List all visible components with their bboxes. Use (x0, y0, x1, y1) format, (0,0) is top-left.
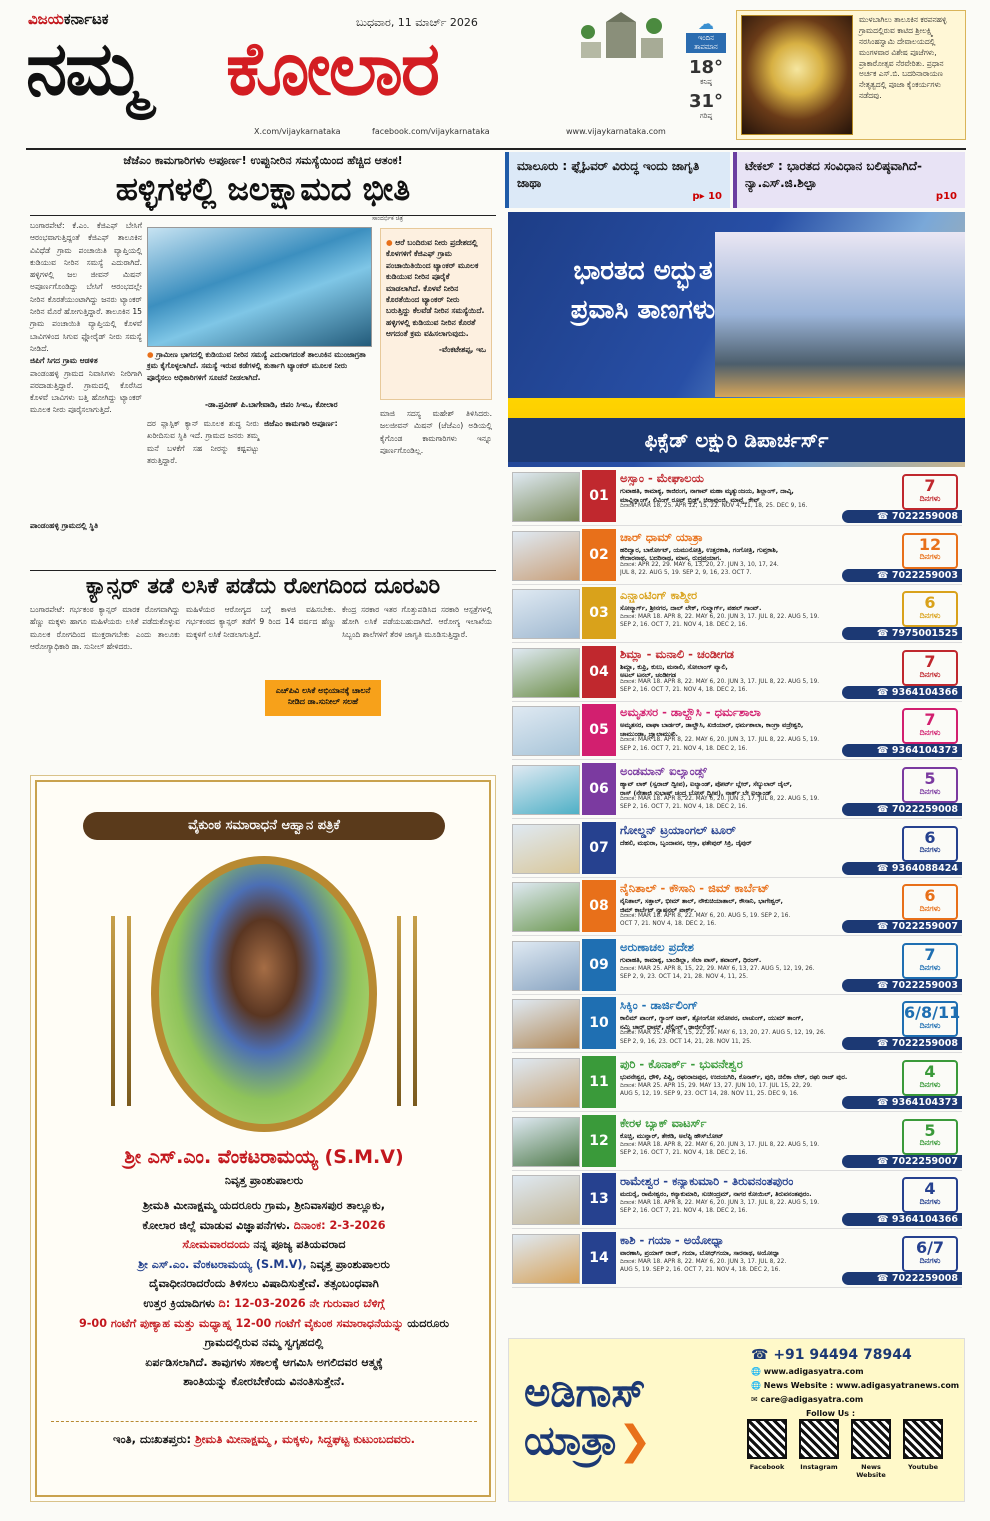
tour-phone[interactable]: ☎ 7022259008 (842, 510, 962, 523)
divider (30, 570, 496, 571)
tour-item[interactable] (512, 704, 962, 760)
ceo-quote: ● ಗ್ರಾಮೀಣ ಭಾಗದಲ್ಲಿ ಕುಡಿಯುವ ನೀರಿನ ಸಮಸ್ಯೆ ಎದುರಾಗದಂತೆ ತಾಲೂಕಿನ ಮುಂಜಾಗ್ರತಾ ಕ್ರಮ ಕೈಗೊಳ್ಳಲಾಗಿದೆ. ಸಮಸ್ಯೆ ಇರುವ ಕಡೆಗಳಲ್ಲಿ ತುರ್ತಾಗಿ ಟ್ಯಾಂಕರ್ ಮೂಲಕ ನೀರು ಪೂರೈಸಲು ಅಧಿಕಾರಿಗಳಿಗೆ ಸೂಚನೆ ನೀಡಲಾಗಿದೆ. (147, 350, 366, 382)
tour-number: 11 (582, 1056, 616, 1108)
ad-banner (508, 212, 965, 467)
tour-number: 08 (582, 880, 616, 932)
tour-dates: ದಿನಾಂಕ: MAR 25. APR 15, 29. MAY 13, 27. JUN 10, 17. JUL 15, 22, 29. AUG 5, 12, 19. SEP 9, 23. OCT 14, 28. NOV 11, 25. DEC 9, 16. (620, 1083, 812, 1098)
tour-days-badge: 4 ದಿನಗಳು (902, 1060, 958, 1096)
tour-phone[interactable]: ☎ 9364104373 (842, 744, 962, 757)
adigas-news-website[interactable]: 🌐 News Website : www.adigasyatranews.com (751, 1381, 960, 1390)
tour-number: 14 (582, 1232, 616, 1284)
tour-name: ಕಾಶಿ - ಗಯಾ - ಅಯೋಧ್ಯಾ (620, 1232, 725, 1247)
tour-days-badge: 7 ದಿನಗಳು (902, 943, 958, 979)
adigas-yatra-ad (508, 1338, 965, 1502)
tour-photo (512, 999, 580, 1049)
qr-label: Facebook (749, 1463, 785, 1471)
tour-dates: ದಿನಾಂಕ: MAR 18. APR 8, 22. MAY 6, 20. JUN 3, 17. JUL 8, 22. AUG 5, 19. SEP 2, 16. OCT 7, 21. NOV 4, 18. DEC 2, 16. (620, 737, 820, 752)
tour-days-badge: 7 ದಿನಗಳು (902, 650, 958, 686)
tour-dates: ದಿನಾಂಕ: MAR 18, 25. APR 12, 15, 22. NOV 4, 11, 18, 25. DEC 9, 16. (620, 503, 808, 509)
tour-places: ಶಿಮ್ಲಾ, ಕುಫ್ರಿ, ಕುಲು, ಮನಾಲಿ, ಸೋಲಾಂಗ್ ವ್ಯಾಲಿ, ಅಟಲ್ ಟನಲ್, ಚಂಡೀಗಡ (620, 662, 728, 680)
tour-photo (512, 648, 580, 698)
tour-days-badge: 12 ದಿನಗಳು (902, 533, 958, 569)
phone-icon: ☎ (876, 979, 892, 991)
lamp-icon (111, 916, 115, 1106)
tour-number: 12 (582, 1115, 616, 1167)
obituary-footer: ಇಂತಿ, ದುಃಖತಪ್ತರು: ಶ್ರೀಮತಿ ಮೀನಾಕ್ಷಮ್ಮ , ಮಕ್ಕಳು, ಸಿದ್ದಘಟ್ಟ ಕುಟುಂಬದವರು. (51, 1421, 477, 1448)
lead-subhead: ಪಾಂಡಂಹಳ್ಳಿ ಗ್ರಾಮದಲ್ಲಿ ಸ್ಥಿತಿ (30, 521, 99, 530)
tour-photo (512, 824, 580, 874)
tour-item[interactable] (512, 1173, 962, 1229)
tour-days-badge: 6 ದಿನಗಳು (902, 591, 958, 627)
tour-places: ಮದುರೈ, ರಾಮೇಶ್ವರಂ, ಕನ್ಯಾಕುಮಾರಿ, ಸುಚೀಂದ್ರಮ್, ನಾಗರ ಕೋಯಿಲ್, ತಿರುವನಂತಪುರಂ. (620, 1190, 812, 1199)
tour-dates: ದಿನಾಂಕ: APR 22, 29. MAY 6, 13, 20, 27. JUN 3, 10, 17, 24. JUL 8, 22. AUG 5, 19. SEP 2, 9, 16, 23. OCT 7. (620, 561, 779, 576)
tour-photo (512, 765, 580, 815)
temple-illustration (576, 12, 666, 62)
deceased-name: ಶ್ರೀ ಎಸ್.ಎಂ. ವೆಂಕಟರಾಮಯ್ಯ (S.M.V) (124, 1146, 404, 1168)
qr-code-youtube[interactable] (903, 1419, 943, 1459)
adigas-logo: ಅಡಿಗಾಸ್ ಯಾತ್ರಾ❯ (524, 1370, 652, 1464)
tour-phone[interactable]: ☎ 7022259007 (842, 920, 962, 933)
obituary-header: ವೈಕುಂಠ ಸಮಾರಾಧನೆ ಆಹ್ವಾನ ಪತ್ರಿಕೆ (83, 812, 445, 840)
tour-number: 03 (582, 587, 616, 639)
tour-phone[interactable]: ☎ 7022259008 (842, 1272, 962, 1285)
tour-places: ಭುವನೇಶ್ವರ, ಧೌಳಿ, ಪಿಪ್ಲಿ, ರಘುರಾಜಪುರ, ಉದಯಗಿರಿ, ಕೊನಾರ್ಕ್, ಪುರಿ, ಚಿಲಿಕಾ ಲೇಕ್, ರಘು ರಾಜ್ ಪುರ. (620, 1073, 848, 1081)
deity-photo (741, 15, 853, 135)
tour-dates: ದಿನಾಂಕ: MAR 25. APR 8, 15, 22, 29. MAY 6, 13, 27. AUG 5, 12, 19, 26. SEP 2, 9, 23. OCT 14, 21, 28. NOV 4, 11, 25. (620, 965, 815, 980)
phone-icon: ☎ (876, 804, 892, 815)
tour-photo (512, 1058, 580, 1108)
tour-item[interactable] (512, 646, 962, 702)
tour-number: 01 (582, 470, 616, 522)
obituary-body: ಶ್ರೀಮತಿ ಮೀನಾಕ್ಷಮ್ಮ ಯದರೂರು ಗ್ರಾಮ, ಶ್ರೀನಿವಾಸಪುರ ತಾಲ್ಲೂಕು, ಕೋಲಾರ ಜಿಲ್ಲೆ ಮಾಡುವ ವಿಜ್ಞಾಪನೆಗಳು. ದಿನಾಂಕ: 2-3-2026 ಸೋಮವಾರದಂದು ನನ್ನ ಪೂಜ್ಯ ಪತಿಯವರಾದ ಶ್ರೀ ಎಸ್.ಎಂ. ವೆಂಕಟರಾಮಯ್ಯ (S.M.V), ನಿವೃತ್ತ ಪ್ರಾಂಶುಪಾಲರು ದೈವಾಧೀನರಾದರೆಂದು ತಿಳಿಸಲು ವಿಷಾದಿಸುತ್ತೇವೆ. ತತ್ಸಂಬಂಧವಾಗಿ ಉತ್ತರ ಕ್ರಿಯಾದಿಗಳು ದಿ: 12-03-2026 ನೇ ಗುರುವಾರ ಬೆಳಿಗ್ಗೆ 9-00 ಗಂಟೆಗೆ ಪುಣ್ಯಾಹ ಮತ್ತು ಮಧ್ಯಾಹ್ನ 12-00 ಗಂಟೆಗೆ ವೈಕುಂಠ ಸಮಾರಾಧನೆಯನ್ನು ಯದರೂರು ಗ್ರಾಮದಲ್ಲಿರುವ ನಮ್ಮ ಸ್ವಗೃಹದಲ್ಲಿ ಏರ್ಪಡಿಸಲಾಗಿದೆ. ತಾವುಗಳು ಸಕಾಲಕ್ಕೆ ಆಗಮಿಸಿ ಅಗಲಿದವರ ಆತ್ಮಕ್ಕೆ ಶಾಂತಿಯನ್ನು ಕೋರಬೇಕೆಂದು ವಿನಂತಿಸುತ್ತೇನೆ. (78, 1199, 450, 1389)
deceased-designation: ನಿವೃತ್ತ ಪ್ರಾಂಶುಪಾಲರು (224, 1174, 304, 1187)
brief-malur[interactable]: ಮಾಲೂರು : ಫ್ಲೈಓವರ್ ವಿರುದ್ಧ ಇಂದು ಜಾಗೃತಿ ಜಾಥಾ p▸ 10 (505, 152, 730, 208)
tour-item[interactable] (512, 470, 962, 526)
phone-icon: ☎ (876, 921, 892, 933)
adigas-website[interactable]: 🌐 www.adigasyatra.com (751, 1367, 864, 1376)
tour-dates: ದಿನಾಂಕ: MAR 18. APR 8, 22. MAY 6, 20. JUN 3, 17. JUL 8, 22. AUG 5, 19. SEP 2, 16. OCT 7, 21. NOV 4, 18. DEC 2, 16. (620, 1141, 820, 1156)
vijaykarnataka-logo: ವಿಜಯಕರ್ನಾಟಕ (28, 10, 109, 28)
tour-phone[interactable]: ☎ 9364104373 (842, 1096, 962, 1109)
brand-title-part1: ನಮ್ಮ (26, 26, 144, 112)
tour-days-badge: 6 ದಿನಗಳು (902, 884, 958, 920)
tour-name: ಗೋಲ್ಡನ್ ಟ್ರಯಾಂಗಲ್ ಟೂರ್ (620, 822, 736, 837)
lead-col2b: ಜಿಜೆಎಂ ಕಾಮಗಾರಿ ಅಪೂರ್ಣ: (264, 419, 338, 428)
tour-number: 07 (582, 822, 616, 874)
masthead (26, 10, 966, 150)
edition-date: ಬುಧವಾರ, 11 ಮಾರ್ಚ್ 2026 (356, 16, 478, 29)
follow-label: Follow Us : (806, 1409, 856, 1418)
qr-label: News Website (856, 1463, 886, 1479)
tour-number: 06 (582, 763, 616, 815)
tour-dates (620, 848, 895, 856)
phone-icon: ☎ (876, 1272, 892, 1284)
tour-days-badge: 6/8/11 ದಿನಗಳು (902, 1001, 958, 1037)
tour-places: ಅಮೃತಸರ, ವಾಘಾ ಬಾರ್ಡರ್, ಡಾಲ್ಹೌಸಿ, ಖಜಿಯಾರ್, ಧರ್ಮಶಾಲಾ, ಕಾಂಗ್ರಾ ವಜ್ರೇಶ್ವರಿ, ಚಾಮುಂಡಾ, ಜ್ವಾಲಾಮುಖಿ. (620, 721, 804, 739)
story2-headline: ಕ್ಯಾನ್ಸರ್ ತಡೆ ಲಸಿಕೆ ಪಡೆದು ರೋಗದಿಂದ ದೂರವಿರಿ (85, 574, 441, 599)
tour-places: ಕಾಲಿಮ್ ಪಾಂಗ್, ಗ್ಯಾಂಗ್ ಟಾಕ್, ತ್ಸೋಂಗೋ ಸರೋವರ, ಲಾಚುಂಗ್, ಯುಮ್ ತಾಂಗ್, ನಮ್ಚಿ ಚಾರ್ ಧಾಮ್, ಪೆಲ್ಲಿಂಗ್, ಡಾರ್ಜಿಲಿಂಗ್. (620, 1014, 804, 1032)
lead-col1: ಬಂಗಾರಪೇಟೆ: ಕೆ.ಎಂ. ಕೆಜಿಎಫ್ ಬೇಸಿಗೆ ಆರಂಭವಾಗುತ್ತಿದ್ದಂತೆ ಕೆಜಿಎಫ್ ತಾಲೂಕಿನ ವಿವಿಧೆಡೆ ಗ್ರಾಮ ಪಂಚಾಯಿತಿ ವ್ಯಾಪ್ತಿಯಲ್ಲಿ ಕುಡಿಯುವ ನೀರಿನ ಸಮಸ್ಯೆ ಎದುರಾಗಿದೆ. ಹಳ್ಳಿಗಳಲ್ಲಿ ಜಲ ಜೀವನ್ ಮಿಷನ್ ಅಪೂರ್ಣಗೊಂಡಿದ್ದು ಬೇಸಿಗೆ ಆರಂಭದಲ್ಲೇ ನೀರಿನ ಕೊರತೆಯುಂಟಾಗಿದ್ದು ಜನರು ಟ್ಯಾಂಕರ್ ನೀರಿನ ಮೊರೆ ಹೋಗುತ್ತಿದ್ದಾರೆ. ತಾಲೂಕಿನ 15 ಗ್ರಾಮ ಪಂಚಾಯಿತಿ ವ್ಯಾಪ್ತಿಯಲ್ಲಿ ಕೊಳವೆ ಬಾವಿಗಳಿಂದ ಸಿಗುವ ಫ್ಲೋರೈಡ್ ನೀರು ಸಮಸ್ಯೆ ನೀಡಿದೆ. ಜಿಪಿಗೆ ಸಿಗದ ಗ್ರಾಮ ಆಡಳಿತ ಪಾಂಡಂಹಳ್ಳಿ ಗ್ರಾಮದ ನಿವಾಸಿಗಳು ನೀರಿಗಾಗಿ ಪರದಾಡುತ್ತಿದ್ದಾರೆ. ಗ್ರಾಮದಲ್ಲಿ ಕೊರೆಸಿದ ಕೊಳವೆ ಬಾವಿಗಳು ಬತ್ತಿ ಹೋಗಿದ್ದು ಟ್ಯಾಂಕರ್ ಮೂಲಕ ನೀರು ಪೂರೈಸಲಾಗುತ್ತಿದೆ. (30, 221, 142, 415)
tour-name: ಶಿಮ್ಲಾ - ಮನಾಲಿ - ಚಂಡೀಗಡ (620, 646, 734, 661)
tour-name: ಅಮೃತಸರ - ಡಾಲ್ಹೌಸಿ - ಧರ್ಮಶಾಲಾ (620, 705, 761, 720)
eo-quote: ● ಆರೆ ಬಂದಿರುವ ನೀರು ಪ್ರದೇಶದಲ್ಲಿ ಕೊಳಗಳಿಗೆ ಕೆಜಿಎಫ್ ಗ್ರಾಮ ಪಂಚಾಯಿತಿಯಿಂದ ಟ್ಯಾಂಕರ್ ಮೂಲಕ ಕುಡಿಯುವ ನೀರಿನ ಪೂರೈಕೆ ಮಾಡಲಾಗಿದೆ. ಕೊಳವೆ ನೀರಿನ ಕೊರತೆಯಿಂದ ಟ್ಯಾಂಕರ್ ನೀರು ಬರುತ್ತಿದ್ದು ಕೆಲವೆಡೆ ನೀರಿನ ಸಮಸ್ಯೆಯಿದೆ. ಹಳ್ಳಿಗಳಲ್ಲಿ ಕುಡಿಯುವ ನೀರಿನ ಕೊರತೆ ಆಗದಂತೆ ಕ್ರಮ ವಹಿಸಲಾಗುವುದು. -ವೆಂಕಟೇಶಪ್ಪ, ಇಒ (380, 228, 492, 400)
tour-number: 13 (582, 1173, 616, 1225)
tour-dates: ದಿನಾಂಕ: MAR 25. APR 8, 15, 22, 29. MAY 6, 13, 20, 27. AUG 5, 12, 19, 26. SEP 2, 9, 16, 23. OCT 14, 21, 28. NOV 11, 25. (620, 1030, 826, 1045)
quote-icon: ● (147, 350, 154, 359)
lead-col3: ಮಾಜಿ ಸದಸ್ಯ ಮಹೇಶ್ ತಿಳಿಸಿದರು. ಜಲಜೀವನ್ ಮಿಷನ್ (ಜೆಜೆಎಂ) ಅಡಿಯಲ್ಲಿ ಕೈಗೊಂಡ ಕಾಮಗಾರಿಗಳು ಇನ್ನೂ ಪೂರ್ಣಗೊಂಡಿಲ್ಲ. (380, 409, 492, 455)
tour-photo (512, 1234, 580, 1284)
adigas-email[interactable]: ✉ care@adigasyatra.com (751, 1395, 864, 1404)
phone-icon: ☎ (876, 1214, 892, 1226)
ceo-quote-attribution: -ಡಾ.ಪ್ರವೀಣ್ ಪಿ.ಬಾಗೇವಾಡಿ, ಜಿಪಂ ಸಿಇಒ, ಕೋಲಾರ (205, 400, 338, 409)
tour-dates: ದಿನಾಂಕ: MAR 18. APR 8, 22. MAY 6, 20. JUN 3, 17. JUL 8, 22. AUG 5, 19. SEP 2, 16. OCT 7, 21. NOV 4, 18. DEC 2, 16. (620, 1258, 787, 1273)
story2-col1: ಬಂಗಾರಪೇಟೆ: ಗರ್ಭಕಂಠ ಕ್ಯಾನ್ಸರ್ ಮಾರಕ ರೋಗವಾಗಿದ್ದು ಹೆಣ್ಣು ಮಕ್ಕಳು ಹಾಗೂ ಮಹಿಳೆಯರು ಲಸಿಕೆ ಪಡೆದುಕೊಳ್ಳುವ ಮೂಲಕ ರೋಗದಿಂದ ಮುಕ್ತರಾಗಬೇಕು ಎಂದು ತಾಲೂಕು ಆರೋಗ್ಯಾಧಿಕಾರಿ ಡಾ. ಸುನೀಲ್ ಹೇಳಿದರು. (30, 605, 180, 651)
phone-icon: ☎ (876, 745, 892, 757)
tour-item[interactable] (512, 1232, 962, 1288)
tour-phone[interactable]: ☎ 9364104366 (842, 1213, 962, 1226)
tour-dates: ದಿನಾಂಕ: MAR 18. APR 8, 22. MAY 6, 20. JUN 3, 17. JUL 8, 22. AUG 5, 19. SEP 2, 16. OCT 7, 21. NOV 4, 18. DEC 2, 16. (620, 614, 820, 629)
featured-photo-box (736, 10, 966, 140)
qr-code-news[interactable] (851, 1419, 891, 1459)
tour-days-badge: 6/7 ದಿನಗಳು (902, 1236, 958, 1272)
tour-places: ಹ್ಯಾವ್ ಲಾಕ್ (ಸ್ವರಾಜ್ ದ್ವೀಪ), ಐಲ್ಯಾಂಡ್, ಪೋರ್ಟ್ ಬ್ಲೇರ್, ಸೆಲ್ಯುಲಾರ್ ಜೈಲ್, ರಾಸ್ (ನೇತಾಜಿ ಸುಭಾಷ್ ಚಂದ್ರ ಬೋಸ್ ದ್ವೀಪ), ನಾರ್ತ್ ಬೇ ಐಲ್ಯಾಂಡ್ (620, 780, 792, 797)
qr-code-facebook[interactable] (747, 1419, 787, 1459)
tour-phone[interactable]: ☎ 9364104366 (842, 686, 962, 699)
tour-days-badge: 7 ದಿನಗಳು (902, 474, 958, 510)
ad-band (508, 398, 965, 462)
brand-title-part2: ಕೋಲಾರ (226, 26, 439, 112)
deity-photo-caption: ಮುಳಬಾಗಿಲು ತಾಲೂಕಿನ ಕರಪನಹಳ್ಳಿ ಗ್ರಾಮದಲ್ಲಿರುವ ಕಾಟಿದ ಶ್ರೀಲಕ್ಷ್ಮಿ ನರಸಿಂಹಸ್ವಾಮಿ ದೇವಾಲಯದಲ್ಲಿ ಮಂಗಳವಾರ ವಿಶೇಷ ಪೂಜೆಗಳು, ಪ್ರಾಕಾರೋತ್ಸವ ನೆರವೇರಿತು. ಪ್ರಧಾನ ಅರ್ಚಕ ಎಸ್.ಬಿ. ಬದರಿನಾರಾಯಣ ನೇತೃತ್ವದಲ್ಲಿ ಪೂಜಾ ಕೈಂಕರ್ಯಗಳು ನಡೆದವು. (859, 15, 947, 101)
tour-item[interactable] (512, 939, 962, 995)
phone-icon: ☎ (876, 862, 892, 874)
lamp-icon (397, 916, 401, 1106)
tour-places: ಗುವಾಹತಿ, ಕಾಮಾಕ್ಯ, ಬಾಂಡಿಲ್ಲಾ, ಸೆಲಾ ಪಾಸ್, ತವಾಂಗ್, ಧಿರಂಗ್. (620, 955, 762, 964)
tour-places: ದೆಹಲಿ, ಮಥುರಾ, ಬೃಂದಾವನ, ಆಗ್ರಾ, ಫತೇಪುರ್ ಸಿಕ್ರಿ, ಜೈಪುರ್ (620, 838, 752, 847)
tour-photo (512, 472, 580, 522)
deceased-portrait (151, 856, 377, 1132)
story2-col2: ಮಹಿಳೆಯರ ಆರೋಗ್ಯದ ಬಗ್ಗೆ ಕಾಳಜಿ ವಹಿಸಬೇಕು. ಗರ್ಭಕಂಠದ ಕ್ಯಾನ್ಸರ್ ತಡೆಗೆ 9 ರಿಂದ 14 ವರ್ಷದ ಹೆಣ್ಣು ಮಕ್ಕಳಿಗೆ ಲಸಿಕೆ ನೀಡಲಾಗುತ್ತಿದೆ. (186, 605, 336, 639)
tour-photo (512, 1117, 580, 1167)
tour-dates: ದಿನಾಂಕ: MAR 18. APR 8, 22. MAY 6, 20. JUN 3, 17. JUL 8, 22. AUG 5, 19. SEP 2, 16. OCT 7, 21. NOV 4, 18. DEC 2, 16. (620, 796, 820, 811)
ad-band-label: ಫಿಕ್ಸೆಡ್ ಲಕ್ಷುರಿ ಡಿಪಾರ್ಚರ್ಸ್ (508, 418, 965, 462)
story2-col3: ಕೇಂದ್ರ ಸರಕಾರ ಇತರ ಗೊತ್ತುಪಡಿಸಿದ ಸರಕಾರಿ ಆಸ್ಪತ್ರೆಗಳಲ್ಲಿ ಹೋಗಿ ಲಸಿಕೆ ಪಡೆಯಬಹುದಾಗಿದೆ. ಆರೋಗ್ಯ ಇಲಾಖೆಯ ಸಿಬ್ಬಂದಿ ಶಾಲೆಗಳಿಗೆ ತೆರಳಿ ಜಾಗೃತಿ ಮೂಡಿಸುತ್ತಿದ್ದಾರೆ. (342, 605, 492, 639)
lamp-icon (127, 916, 131, 1106)
cloud-sun-icon: ☁ (698, 14, 714, 33)
tour-dates: ದಿನಾಂಕ: MAR 18. APR 8, 22. MAY 6, 20. AUG 5, 19. SEP 2, 16. OCT 7, 21. NOV 4, 18. DEC 2, 16. (620, 913, 791, 928)
tour-number: 04 (582, 646, 616, 698)
tour-phone[interactable]: ☎ 7022259003 (842, 569, 962, 582)
phone-icon: ☎ (876, 686, 892, 698)
tour-photo (512, 941, 580, 991)
lead-kicker: ಜೆಜೆಎಂ ಕಾಮಗಾರಿಗಳು ಅಪೂರ್ಣ! ಉಪ್ಪುನೀರಿನ ಸಮಸ್ಯೆಯಿಂದ ಹೆಚ್ಚಿದ ಆತಂಕ! (123, 154, 403, 167)
tour-phone[interactable]: ☎ 7022259007 (842, 1155, 962, 1168)
quote-icon: ● (386, 238, 393, 247)
tour-name: ಅಂಡಮಾನ್ ಐಲ್ಯಾಂಡ್ಸ್ (620, 764, 707, 778)
tour-phone[interactable]: ☎ 7022259008 (842, 1037, 962, 1050)
phone-icon: ☎ (876, 1038, 892, 1050)
lamp-icon (413, 916, 417, 1106)
qr-label: Instagram (800, 1463, 838, 1471)
lead-col2: ದರ ಪ್ಲಾಸ್ಟಿಕ್ ಕ್ಯಾನ್ ಮೂಲಕ ಶುದ್ಧ ನೀರು ಖರೀದಿಸುವ ಸ್ಥಿತಿ ಇದೆ. ಗ್ರಾಮದ ಜನರು ತಮ್ಮ ಮನೆ ಬಳಕೆಗೆ ಸಹ ನೀರನ್ನು ಕಷ್ಟಪಟ್ಟು ತರುತ್ತಿದ್ದಾರೆ. (147, 419, 259, 465)
tour-name: ನೈನಿತಾಲ್ - ಕೌಸಾನಿ - ಜಿಮ್ ಕಾರ್ಬೆಟ್ (620, 881, 770, 896)
phone-icon: ☎ (876, 628, 892, 640)
tour-places: ಸೋನ್ಮಾರ್ಗ್, ಶ್ರೀನಗರ, ದಾಲ್ ಲೇಕ್, ಗುಲ್ಮಾರ್ಗ್, ಪಹಲ್ ಗಾಂವ್. (620, 604, 762, 613)
tour-days-badge: 6 ದಿನಗಳು (902, 826, 958, 862)
tour-item[interactable] (512, 997, 962, 1053)
travel-advertisement (508, 212, 965, 1521)
phone-icon: ☎ (876, 511, 892, 522)
qr-label: Youtube (908, 1463, 938, 1471)
social-website[interactable]: www.vijaykarnataka.com (566, 127, 666, 136)
tour-name: ಅಸ್ಸಾಂ - ಮೇಘಾಲಯ (620, 471, 704, 485)
tour-phone[interactable]: ☎ 7022259008 (842, 803, 962, 816)
tour-item[interactable] (512, 1056, 962, 1112)
tour-photo (512, 1175, 580, 1225)
tour-number: 05 (582, 704, 616, 756)
tour-item[interactable] (512, 529, 962, 585)
phone-icon: ☎ (876, 1155, 892, 1167)
story2-highlight-box: ಎಚ್‌ಪಿವಿ ಲಸಿಕೆ ಅಭಿಯಾನಕ್ಕೆ ಚಾಲನೆ ನೀಡಿದ ಡಾ.ಸುನೀಲ್ ಸಲಹೆ (265, 680, 381, 716)
tour-dates: ದಿನಾಂಕ: MAR 18. APR 8, 22. MAY 6, 20. JUN 3, 17. JUL 8, 22. AUG 5, 19. SEP 2, 16. OCT 7, 21. NOV 4, 18. DEC 2, 16. (620, 678, 820, 693)
tour-name: ಎನ್ಚಾಂಟಿಂಗ್ ಕಾಶ್ಮೀರ (620, 588, 698, 603)
water-cans-photo (147, 227, 372, 347)
tour-number: 10 (582, 997, 616, 1049)
phone-icon: ☎ (876, 1097, 892, 1108)
tour-number: 09 (582, 939, 616, 991)
lead-headline: ಹಳ್ಳಿಗಳಲ್ಲಿ ಜಲಕ್ಷಾಮದ ಭೀತಿ (115, 170, 411, 208)
divider (30, 215, 496, 216)
weather-panel: ☁ ಇಂದಿನ ತಾಪಮಾನ 18° ಕನಿಷ್ಠ 31° ಗರಿಷ್ಠ (686, 14, 726, 121)
tour-number: 02 (582, 529, 616, 581)
tour-places: ಗುವಾಹತಿ, ಕಾಮಾಕ್ಯ, ಕಾಜಿರಂಗ, ನಾಗಾವ್ ಮಹಾ ಮೃತ್ಯುಂಜಯ, ಶಿಲ್ಲಾಂಗ್, ದಾವ್ಕಿ, ಮಾವ್ಲಿನ್ನಾಂಗ್, ಲಿವಿಂಗ್ ರೂಟ್ ಬ್ರಿಡ್ಜ್, ಚಿರಾಪುಂಜಿ, ಮಾವ್ಸ್ಮೈ ಕೇವ್ (620, 487, 794, 504)
tour-name: ಪುರಿ - ಕೊನಾರ್ಕ್ - ಭುವನೇಶ್ವರ (620, 1057, 743, 1071)
tour-name: ಕೇರಳ ಬ್ಯಾಕ್ ವಾಟರ್ಸ್ (620, 1115, 707, 1130)
tour-name: ಸಿಕ್ಕಿಂ - ಡಾರ್ಜಿಲಿಂಗ್ (620, 998, 698, 1013)
photo-caption: ಸಾಂದರ್ಭಿಕ ಚಿತ್ರ (372, 215, 404, 222)
tour-dates: ದಿನಾಂಕ: MAR 18. APR 8, 22. MAY 6, 20. JUN 3, 17. JUL 8, 22. AUG 5, 19. SEP 2, 16. OCT 7, 21. NOV 4, 18. DEC 2, 16. (620, 1200, 820, 1215)
tour-places: ವಾರಣಾಸಿ, ಪ್ರಯಾಗ್ ರಾಜ್, ಗಯಾ, ಬೋಧ್‌ಗಯಾ, ಸಾರನಾಥ, ಅಯೋಧ್ಯಾ (620, 1248, 780, 1257)
tour-photo (512, 531, 580, 581)
tour-places: ಹರಿದ್ವಾರ, ಬಾರ್ಕೋಟ್, ಯಮುನೋತ್ರಿ, ಉತ್ತರಕಾಶಿ, ಗಂಗೋತ್ರಿ, ಗುಪ್ತಕಾಶಿ, ಕೇದಾರನಾಥ, ಬದರಿನಾಥ, ಮಾನ, ರುದ್ರಪ್ರಯಾಗ. (620, 545, 779, 563)
tour-phone[interactable]: ☎ 7022259003 (842, 979, 962, 992)
tour-photo (512, 882, 580, 932)
tour-places: ಕೊಚ್ಚಿ, ಮುನ್ನಾರ್, ತೇಕಡಿ, ಅಲೆಪ್ಪಿ ಹೌಸ್‌ಬೋಟ್ (620, 1131, 724, 1140)
tour-item[interactable] (512, 880, 962, 936)
tour-photo (512, 589, 580, 639)
obituary-notice (30, 775, 496, 1502)
tour-places: ನೈನಿತಾಲ್, ಸತ್ತಾಲ್, ಭೀಮ್ ತಾಲ್, ನೌಕುಚಿಯಾತಾಲ್, ಕೌಸಾನಿ, ಭಾಗೇಶ್ವರ್, ಜಿಮ್ ಕಾರ್ಬೆಟ್ ನ್ಯಾಷನಲ್ ಪಾರ್ಕ್. (620, 897, 783, 914)
tour-phone[interactable]: ☎ 9364088424 (842, 862, 962, 875)
tour-days-badge: 5 ದಿನಗಳು (902, 767, 958, 803)
tour-days-badge: 4 ದಿನಗಳು (902, 1177, 958, 1213)
tour-phone[interactable]: ☎ 7975001525 (842, 627, 962, 640)
tour-name: ಅರುಣಾಚಲ ಪ್ರದೇಶ (620, 939, 694, 954)
tour-days-badge: 5 ದಿನಗಳು (902, 1119, 958, 1155)
arrow-icon: ❯ (618, 1418, 652, 1464)
tour-days-badge: 7 ದಿನಗಳು (902, 708, 958, 744)
tour-item[interactable] (512, 822, 962, 878)
tour-photo (512, 706, 580, 756)
brief-tekal[interactable]: ಟೇಕಲ್ : ಭಾರತದ ಸಂವಿಧಾನ ಬಲಿಷ್ಠವಾಗಿದೆ- ನ್ಯಾ.ಎಸ್.ಜಿ.ಶಿಲ್ಪಾ p10 (733, 152, 965, 208)
tour-item[interactable] (512, 587, 962, 643)
tourist-collage-photo (715, 232, 965, 397)
adigas-phone[interactable]: ☎ +91 94494 78944 (751, 1347, 912, 1363)
tour-item[interactable] (512, 1115, 962, 1171)
tour-item[interactable] (512, 763, 962, 819)
qr-code-instagram[interactable] (799, 1419, 839, 1459)
tour-name: ಚಾರ್ ಧಾಮ್ ಯಾತ್ರಾ (620, 529, 703, 544)
ad-title: ಭಾರತದ ಅದ್ಭುತ ಪ್ರವಾಸಿ ತಾಣಗಳು (570, 256, 716, 325)
phone-icon: ☎ (876, 569, 892, 581)
tour-name: ರಾಮೇಶ್ವರ - ಕನ್ಯಾಕುಮಾರಿ - ತಿರುವನಂತಪುರಂ (620, 1174, 794, 1189)
social-x[interactable]: X.com/vijaykarnataka (254, 127, 341, 136)
social-facebook[interactable]: facebook.com/vijaykarnataka (372, 127, 490, 136)
